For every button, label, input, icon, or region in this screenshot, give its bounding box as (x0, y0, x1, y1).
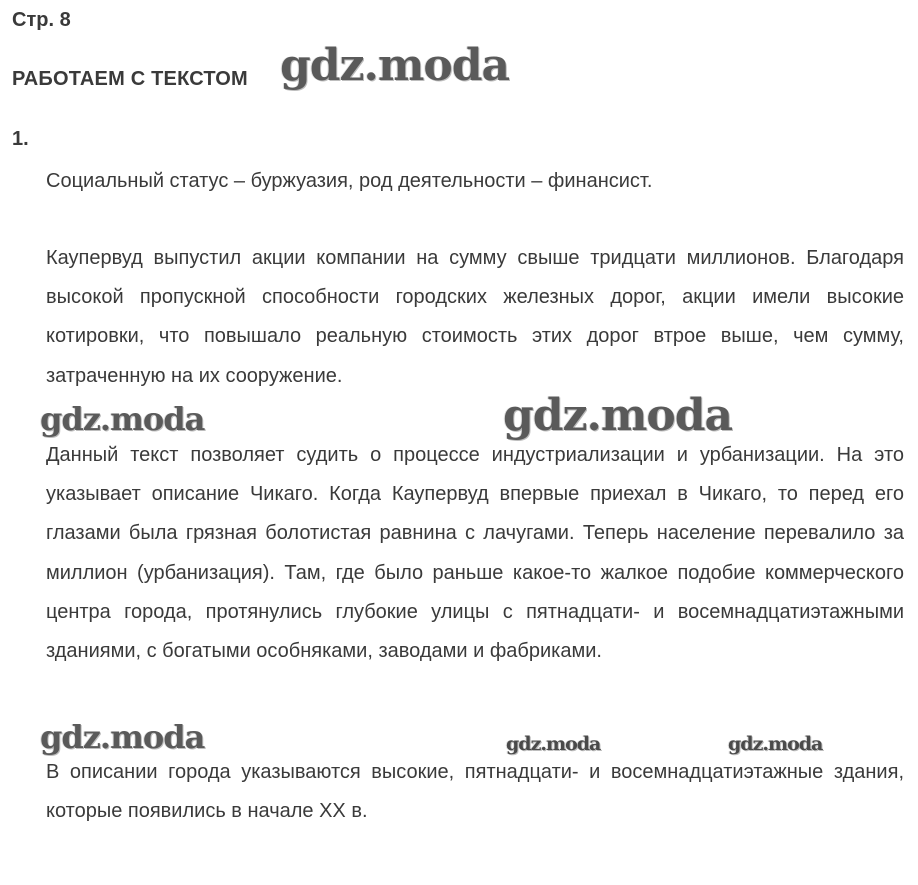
task-number: 1. (12, 128, 29, 150)
answer-paragraph-3: Данный текст позволяет судить о процессе индустриализации и урбанизации. На это указывает описание Чикаго. Когда Каупервуд впервые приехал в Чикаго, то перед его глазами была грязная болотистая равнина с лачугами. Теперь население перевалило за миллион (урбанизация). Там, где было раньше какое-то жалкое подобие коммерческого центра города, протянулись глубокие улицы с пятнадцати- и восемнадцатиэтажными зданиями, с богатыми особняками, заводами и фабриками. (46, 444, 904, 663)
page-label: Стр. 8 (12, 9, 71, 31)
answer-paragraph-2: Каупервуд выпустил акции компании на сумму свыше тридцати миллионов. Благодаря высокой пропускной способности городских железных дорог, акции имели высокие котировки, что повышало реальную стоимость этих дорог втрое выше, чем сумму, затраченную на их сооружение. (46, 247, 904, 387)
watermark-logo: gdz.moda (728, 733, 823, 755)
watermark-logo: gdz.moda (40, 400, 205, 438)
watermark-logo: gdz.moda (506, 733, 601, 755)
section-heading: РАБОТАЕМ С ТЕКСТОМ (12, 68, 248, 90)
watermark-logo: gdz.moda (280, 40, 510, 91)
answer-paragraph-4: В описании города указываются высокие, пятнадцати- и восемнадцатиэтажные здания, которые появились в начале XX в. (46, 761, 904, 823)
watermark-logo: gdz.moda (40, 718, 205, 756)
answer-paragraph-1: Социальный статус – буржуазия, род деятельности – финансист. (46, 170, 653, 192)
watermark-logo: gdz.moda (503, 390, 733, 441)
